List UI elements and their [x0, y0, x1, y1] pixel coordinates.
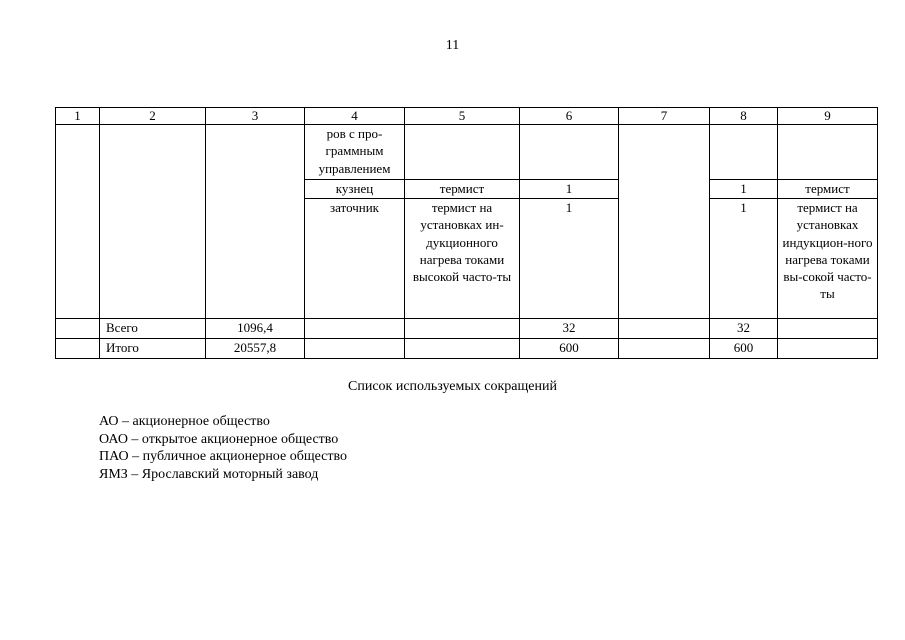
abbreviations-list [99, 413, 347, 483]
header-cell: 9 [778, 108, 878, 125]
table-cell: 32 [710, 319, 778, 339]
table-cell [619, 319, 710, 339]
table-row-total [56, 319, 878, 339]
table-cell [305, 339, 405, 359]
header-cell: 6 [520, 108, 619, 125]
table-cell [56, 125, 100, 319]
abbreviation-item: ЯМЗ – Ярославский моторный завод [99, 466, 319, 482]
table-cell: Всего [100, 319, 206, 339]
table-cell: термист [405, 180, 520, 199]
header-cell: 4 [305, 108, 405, 125]
header-cell: 7 [619, 108, 710, 125]
abbreviation-item: ПАО – публичное акционерное общество [99, 449, 348, 464]
header-cell: 3 [206, 108, 305, 125]
table-cell [56, 339, 100, 359]
table-cell: 1 [520, 199, 619, 319]
table-cell: 600 [520, 339, 619, 359]
table-cell: термист на установках индукцион-ного нагрева токами вы-сокой часто-ты [778, 199, 878, 319]
staff-table [55, 107, 878, 359]
table-cell [56, 319, 100, 339]
table-cell [405, 319, 520, 339]
abbreviation-item: АО – акционерное общество [99, 414, 270, 429]
header-cell: 8 [710, 108, 778, 125]
table-cell: 600 [710, 339, 778, 359]
table-header-row [56, 108, 878, 125]
table-cell [778, 125, 878, 180]
table-cell: ров с про-граммным управлением [305, 125, 405, 180]
table-cell: 32 [520, 319, 619, 339]
header-cell: 2 [100, 108, 206, 125]
table-cell [206, 125, 305, 319]
table-cell: термист [778, 180, 878, 199]
table-cell: 1 [710, 180, 778, 199]
table-cell [100, 125, 206, 319]
page-number: 11 [445, 38, 460, 53]
table-cell: заточник [305, 199, 405, 319]
table-cell: кузнец [305, 180, 405, 199]
table-cell: Итого [100, 339, 206, 359]
abbreviations-title: Список используемых сокращений [348, 379, 557, 394]
abbreviation-item: ОАО – открытое акционерное общество [99, 431, 339, 447]
table-cell [710, 125, 778, 180]
table-cell [305, 319, 405, 339]
table-cell: 20557,8 [206, 339, 305, 359]
table-cell [619, 339, 710, 359]
table-cell [778, 339, 878, 359]
table-cell: 1 [710, 199, 778, 319]
table-row-grand-total [56, 339, 878, 359]
header-cell: 5 [405, 108, 520, 125]
table-cell: 1 [520, 180, 619, 199]
header-cell: 1 [56, 108, 100, 125]
table-cell [619, 125, 710, 319]
table-cell [405, 339, 520, 359]
table-cell [520, 125, 619, 180]
table-cell [778, 319, 878, 339]
table-cell [405, 125, 520, 180]
table-row [56, 125, 878, 180]
table-cell: 1096,4 [206, 319, 305, 339]
table-cell: термист на установках ин-дукционного нагрева токами высокой часто-ты [405, 199, 520, 319]
